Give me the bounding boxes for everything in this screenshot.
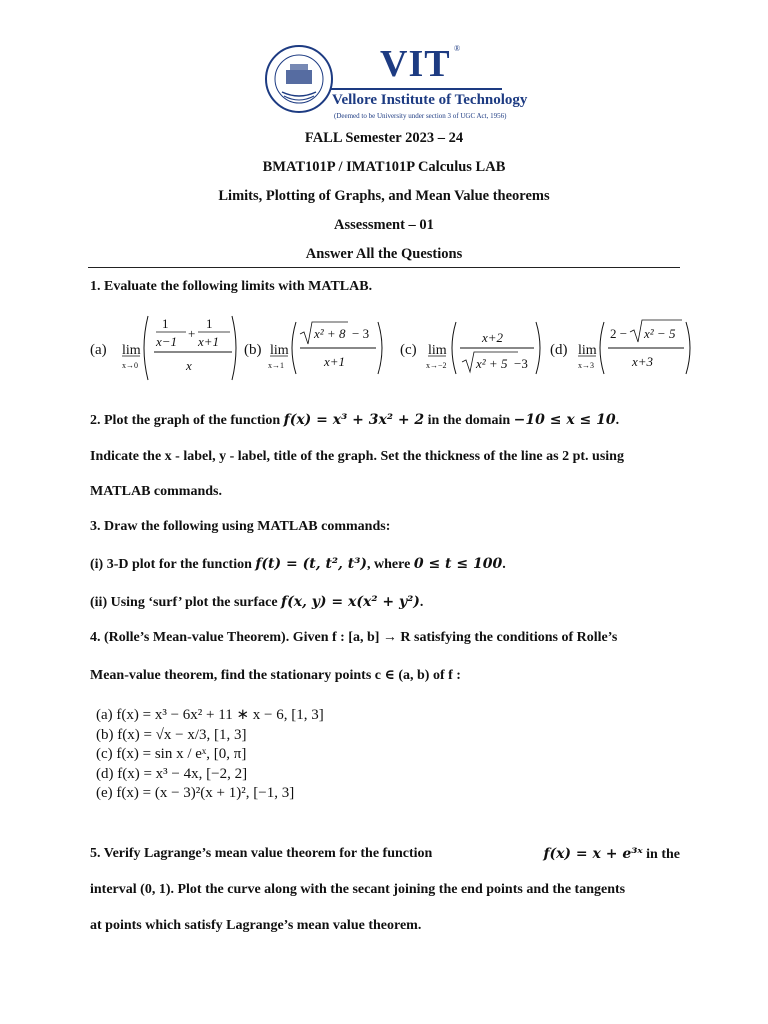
logo-rule bbox=[330, 88, 502, 90]
assessment-line: Assessment – 01 bbox=[334, 217, 434, 233]
limit-d-sub: x→3 bbox=[578, 361, 594, 370]
limit-expressions bbox=[90, 312, 700, 384]
svg-text:x−1: x−1 bbox=[156, 334, 178, 349]
q2-text-a: 2. Plot the graph of the function bbox=[90, 413, 284, 428]
rolle-item-d: (d) f(x) = x³ − 4x, [−2, 2] bbox=[96, 765, 248, 782]
question-3-ii bbox=[90, 594, 423, 611]
limit-b-label: (b) bbox=[244, 342, 262, 358]
logo-wordmark: VIT bbox=[380, 43, 451, 85]
title-divider bbox=[88, 267, 680, 268]
question-2-line-2: Indicate the x - label, y - label, title of the graph. Set the thickness of the line as 2 pt. using bbox=[90, 449, 624, 464]
svg-text:x² + 8: x² + 8 bbox=[314, 326, 346, 341]
q5-function: f(x) = x + e³ˣ bbox=[543, 846, 643, 862]
limit-a-lim: lim bbox=[122, 343, 141, 358]
course-line: BMAT101P / IMAT101P Calculus LAB bbox=[262, 159, 506, 175]
svg-text:−3: −3 bbox=[514, 356, 528, 371]
question-2-line-3: MATLAB commands. bbox=[90, 484, 222, 499]
q2-text-b: in the domain bbox=[424, 413, 514, 428]
question-4-line-1: 4. (Rolle’s Mean-value Theorem). Given f : [a, b] → R satisfying the conditions of Rolle’s bbox=[90, 630, 618, 645]
institute-logo bbox=[262, 40, 528, 120]
q3i-text-a: (i) 3-D plot for the function bbox=[90, 557, 256, 572]
rolle-item-b: (b) f(x) = √x − x/3, [1, 3] bbox=[96, 726, 247, 743]
q5-text-b: in the bbox=[642, 847, 680, 862]
svg-text:x+2: x+2 bbox=[482, 330, 504, 345]
question-4-line-2: Mean-value theorem, find the stationary points c ∈ (a, b) of f : bbox=[90, 668, 461, 683]
limit-b-sub: x→1 bbox=[268, 361, 284, 370]
question-5-line-1 bbox=[90, 846, 680, 863]
q5-text-a: 5. Verify Lagrange’s mean value theorem for the function bbox=[90, 846, 433, 861]
svg-text:1: 1 bbox=[162, 316, 169, 331]
limit-d-lim: lim bbox=[578, 343, 597, 358]
question-3: 3. Draw the following using MATLAB commands: bbox=[90, 519, 391, 534]
svg-text:x² − 5: x² − 5 bbox=[644, 326, 676, 341]
q2-function: f(x) = x³ + 3x² + 2 bbox=[283, 412, 425, 428]
q3i-function: f(t) = (t, t², t³) bbox=[255, 556, 368, 572]
deemed-note: (Deemed to be University under section 3 of UGC Act, 1956) bbox=[334, 112, 507, 120]
svg-text:x+1: x+1 bbox=[324, 354, 346, 369]
q3i-text-c: . bbox=[502, 557, 506, 572]
limit-c-sub: x→−2 bbox=[426, 361, 447, 370]
question-3-i bbox=[90, 556, 506, 573]
topic-line: Limits, Plotting of Graphs, and Mean Value theorems bbox=[218, 188, 550, 204]
q3ii-text-a: (ii) Using ‘surf’ plot the surface bbox=[90, 595, 282, 610]
rolle-function-list bbox=[96, 706, 324, 804]
university-seal-icon bbox=[264, 44, 334, 114]
svg-text:x: x bbox=[186, 358, 192, 373]
rolle-item-a: (a) f(x) = x³ − 6x² + 11 ∗ x − 6, [1, 3] bbox=[96, 707, 324, 723]
svg-text:2 −: 2 − bbox=[610, 326, 628, 341]
q2-text-c: . bbox=[615, 413, 620, 428]
svg-text:1: 1 bbox=[206, 316, 213, 331]
limit-c-lim: lim bbox=[428, 343, 447, 358]
q3ii-text-b: . bbox=[419, 595, 424, 610]
limit-a-sub: x→0 bbox=[122, 361, 138, 370]
institute-name: Vellore Institute of Technology bbox=[332, 92, 528, 108]
question-1: 1. Evaluate the following limits with MATLAB. bbox=[90, 279, 373, 294]
svg-text:x+1: x+1 bbox=[198, 334, 220, 349]
q3i-domain: 0 ≤ t ≤ 100 bbox=[413, 556, 503, 572]
svg-text:x² + 5: x² + 5 bbox=[476, 356, 508, 371]
q3ii-function: f(x, y) = x(x² + y²) bbox=[281, 594, 420, 610]
semester-line: FALL Semester 2023 – 24 bbox=[304, 130, 464, 146]
limit-d-label: (d) bbox=[550, 342, 568, 358]
limit-b-lim: lim bbox=[270, 343, 289, 358]
question-2-line-1 bbox=[90, 412, 619, 429]
limit-c-label: (c) bbox=[400, 342, 417, 358]
rolle-item-c: (c) f(x) = sin x / eˣ, [0, π] bbox=[96, 746, 247, 762]
svg-text:− 3: − 3 bbox=[352, 326, 370, 341]
instruction-line: Answer All the Questions bbox=[305, 246, 463, 262]
q2-domain: −10 ≤ x ≤ 10 bbox=[513, 412, 616, 428]
limit-a-label: (a) bbox=[90, 342, 107, 358]
q3i-text-b: , where bbox=[367, 557, 414, 572]
question-5-line-3: at points which satisfy Lagrange’s mean value theorem. bbox=[90, 918, 422, 933]
rolle-item-e: (e) f(x) = (x − 3)²(x + 1)², [−1, 3] bbox=[96, 785, 295, 801]
registered-mark: ® bbox=[454, 44, 461, 53]
question-5-line-2: interval (0, 1). Plot the curve along with the secant joining the end points and the tangents bbox=[90, 882, 626, 897]
svg-text:x+3: x+3 bbox=[632, 354, 654, 369]
svg-text:+: + bbox=[188, 326, 196, 341]
